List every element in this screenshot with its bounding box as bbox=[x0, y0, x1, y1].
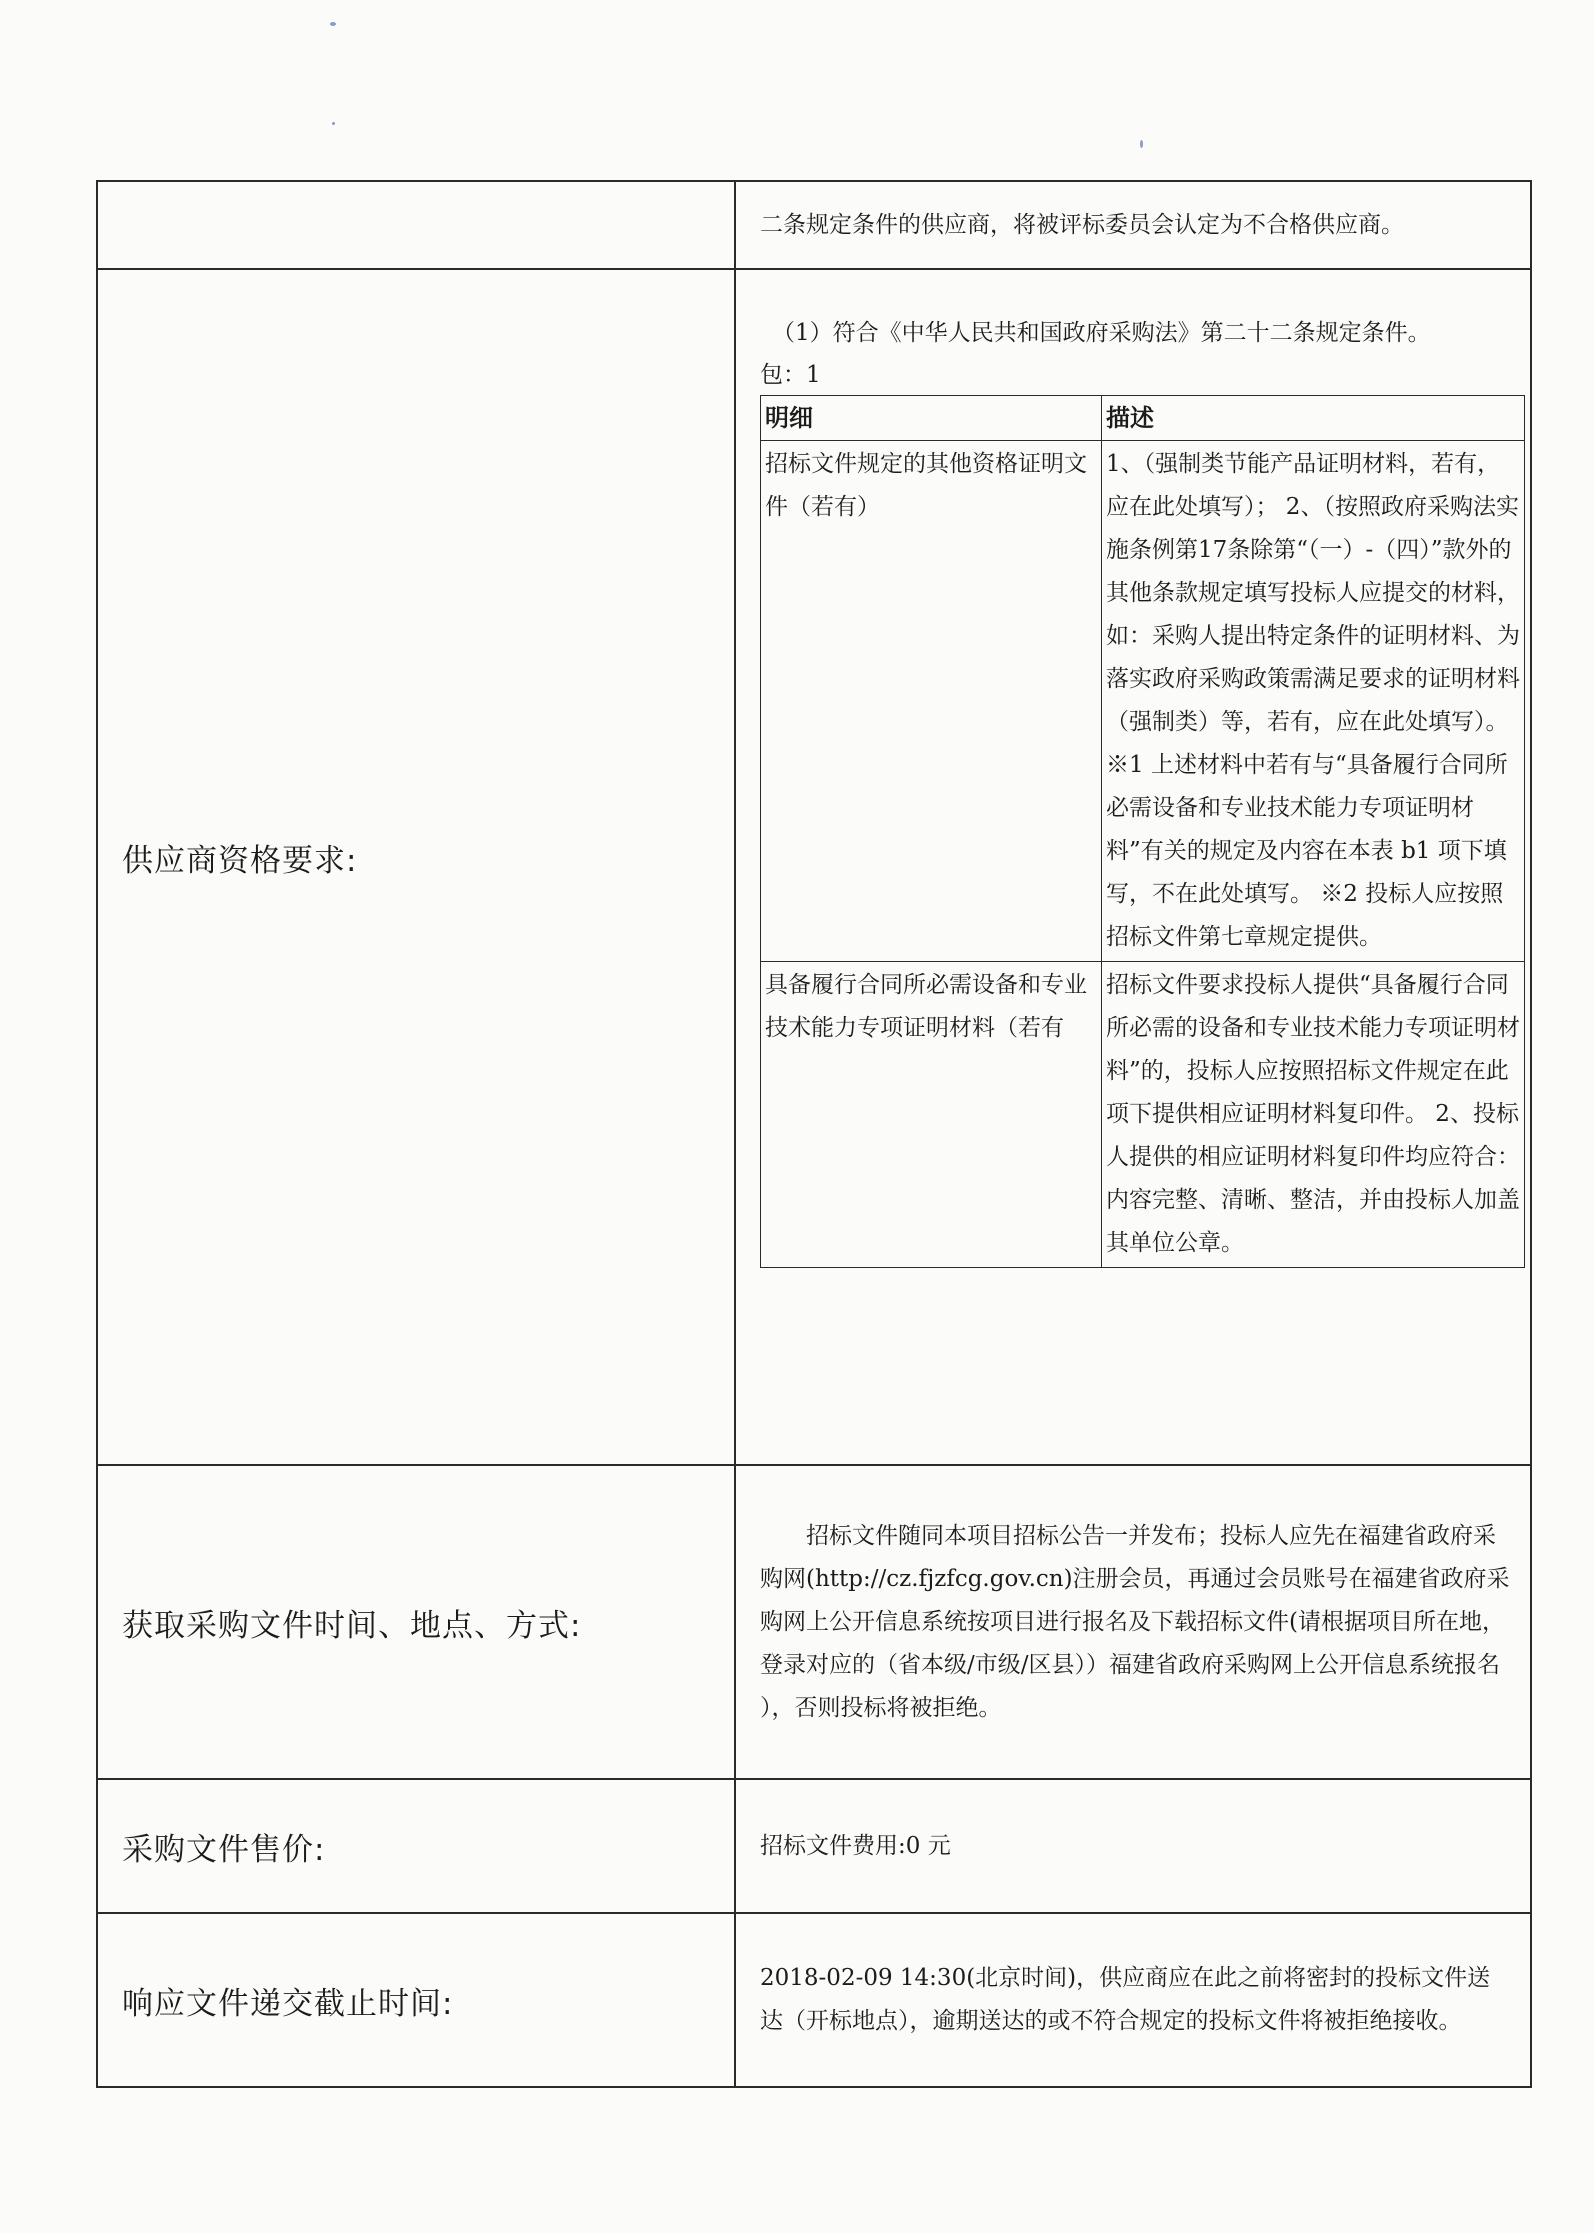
scan-speck bbox=[1140, 140, 1143, 148]
detail-cell: 招标文件规定的其他资格证明文件（若有） bbox=[761, 441, 1102, 962]
row-label: 获取采购文件时间、地点、方式: bbox=[122, 1607, 582, 1644]
content-cell bbox=[735, 1913, 1531, 2087]
qualification-continued-text: 二条规定条件的供应商，将被评标委员会认定为不合格供应商。 bbox=[760, 211, 1404, 238]
qualification-intro: （1）符合《中华人民共和国政府采购法》第二十二条规定条件。 bbox=[772, 320, 1431, 346]
row-document-acquisition bbox=[97, 1465, 1531, 1779]
detail-cell: 具备履行合同所必需设备和专业技术能力专项证明材料（若有 bbox=[761, 962, 1102, 1268]
content-cell bbox=[735, 181, 1531, 269]
row-qualification-continued bbox=[97, 181, 1531, 269]
header-detail: 明细 bbox=[761, 396, 1102, 441]
inner-row-equipment-capability bbox=[761, 962, 1525, 1268]
header-description: 描述 bbox=[1102, 396, 1525, 441]
label-cell bbox=[97, 1779, 735, 1913]
content-cell bbox=[735, 269, 1531, 1465]
label-cell bbox=[97, 1465, 735, 1779]
row-label: 供应商资格要求: bbox=[122, 842, 358, 879]
procurement-info-table bbox=[96, 180, 1532, 2088]
description-cell: 1、（强制类节能产品证明材料，若有，应在此处填写）； 2、（按照政府采购法实施条例第17条除第“（一）-（四）”款外的其他条款规定填写投标人应提交的材料，如：采购人提出特定条件的证明材料、为落实政府采购政策需满足要求的证明材料（强制类）等，若有，应在此处填写）。 ※1 上述材料中若有与“具备履行合同所必需设备和专业技术能力专项证明材料”有关的规定及内容在本表 b1 项下填写，不在此处填写。 ※2 投标人应按照招标文件第七章规定提供。 bbox=[1102, 441, 1525, 962]
label-cell bbox=[97, 1913, 735, 2087]
row-document-price bbox=[97, 1779, 1531, 1913]
description-cell: 招标文件要求投标人提供“具备履行合同所必需的设备和专业技术能力专项证明材料”的，投标人应按照招标文件规定在此项下提供相应证明材料复印件。 2、投标人提供的相应证明材料复印件均应符合：内容完整、清晰、整洁，并由投标人加盖其单位公章。 bbox=[1102, 962, 1525, 1268]
row-label: 响应文件递交截止时间: bbox=[122, 1985, 454, 2022]
package-label: 包：1 bbox=[760, 362, 821, 388]
scan-speck bbox=[330, 22, 336, 26]
label-cell bbox=[97, 181, 735, 269]
qualification-detail-table bbox=[760, 395, 1525, 1268]
inner-row-other-certificates bbox=[761, 441, 1525, 962]
acquisition-text: 招标文件随同本项目招标公告一并发布；投标人应先在福建省政府采购网(http://cz.fjzfcg.gov.cn)注册会员，再通过会员账号在福建省政府采购网上公开信息系统按项目进行报名及下载招标文件(请根据项目所在地，登录对应的（省本级/市级/区县））福建省政府采购网上公开信息系统报名 bbox=[760, 1522, 1510, 1678]
row-label: 采购文件售价: bbox=[122, 1831, 326, 1868]
content-cell bbox=[735, 1779, 1531, 1913]
price-text: 招标文件费用:0 元 bbox=[760, 1832, 951, 1859]
acquisition-text-end: ），否则投标将被拒绝。 bbox=[760, 1694, 1002, 1721]
inner-header-row bbox=[761, 396, 1525, 441]
label-cell bbox=[97, 269, 735, 1465]
content-cell bbox=[735, 1465, 1531, 1779]
scan-speck bbox=[332, 122, 335, 125]
row-supplier-qualification bbox=[97, 269, 1531, 1465]
row-submission-deadline bbox=[97, 1913, 1531, 2087]
deadline-text: 2018-02-09 14:30(北京时间)，供应商应在此之前将密封的投标文件送达（开标地点），逾期送达的或不符合规定的投标文件将被拒绝接收。 bbox=[760, 1965, 1491, 2034]
